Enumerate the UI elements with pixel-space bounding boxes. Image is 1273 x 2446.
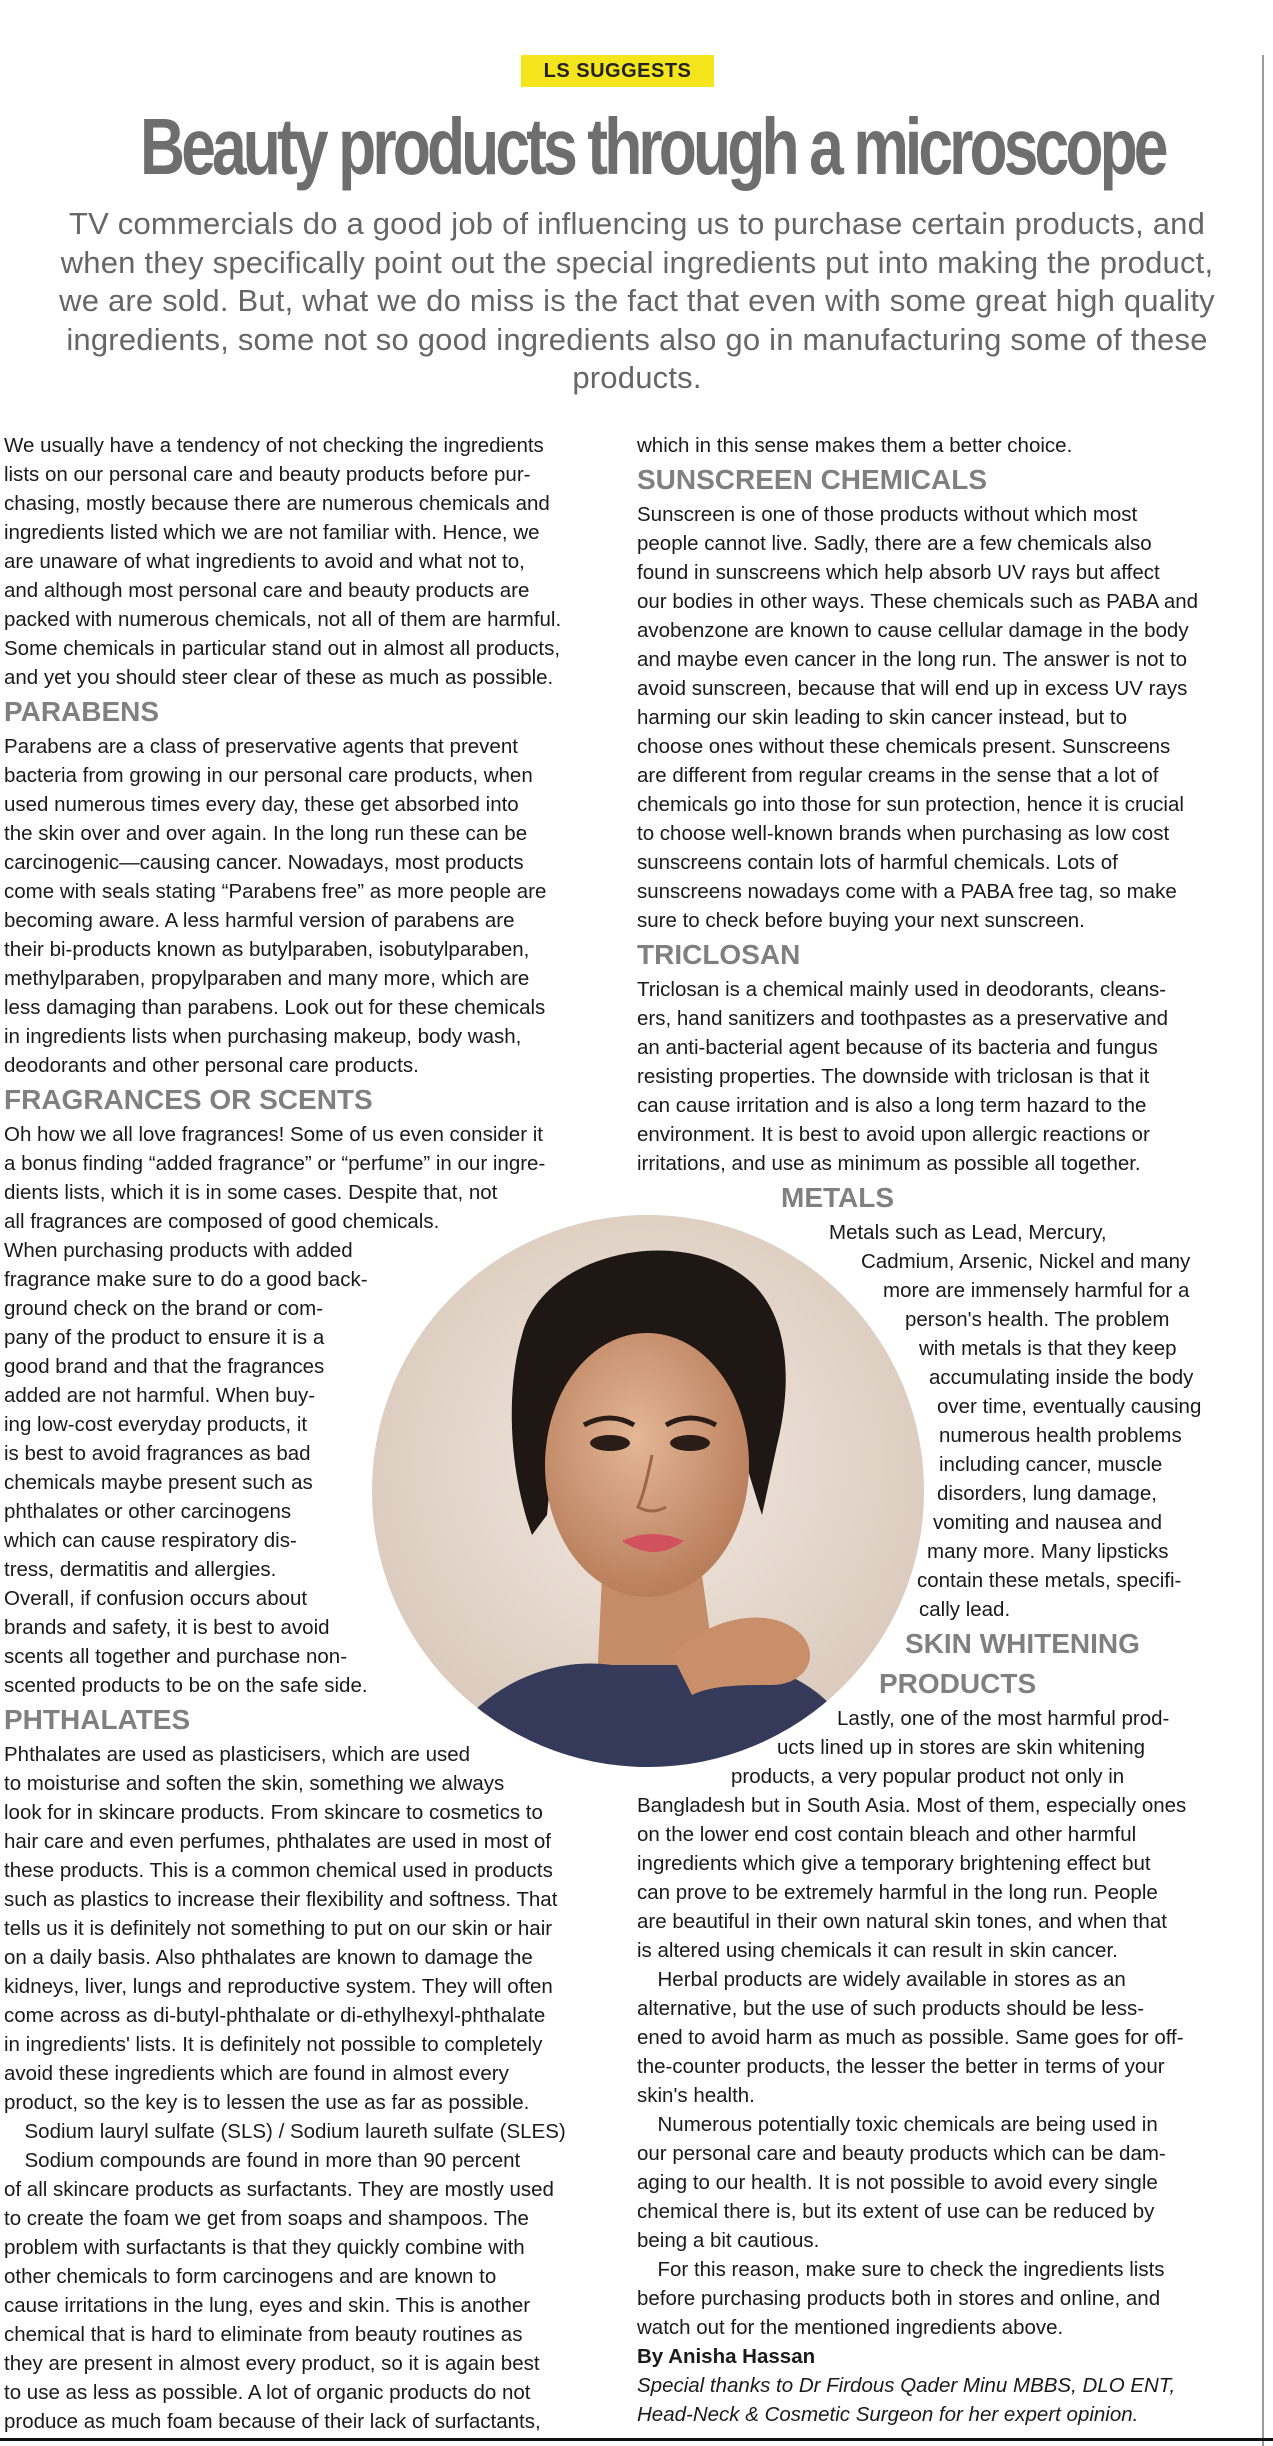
text-line: added are not harmful. When buy- [4, 1384, 316, 1407]
text-line: ing low-cost everyday products, it [4, 1413, 308, 1436]
text-line: products, a very popular product not only in [731, 1765, 1125, 1788]
text-line: product, so the key is to lessen the use as far as possible. [4, 2091, 530, 2114]
text-line: alternative, but the use of such products should be less- [637, 1997, 1145, 2020]
phthalates-heading: PHTHALATES [4, 1704, 191, 1735]
triclosan-heading: TRICLOSAN [637, 939, 801, 970]
text-line: in ingredients lists when purchasing makeup, body wash, [4, 1025, 522, 1048]
text-line: Oh how we all love fragrances! Some of us even consider it [4, 1123, 543, 1146]
text-line: environment. It is best to avoid upon allergic reactions or [637, 1123, 1150, 1146]
text-line: We usually have a tendency of not checking the ingredients [4, 434, 544, 457]
text-line: Sodium lauryl sulfate (SLS) / Sodium laureth sulfate (SLES) [4, 2120, 566, 2143]
text-line: problem with surfactants is that they quickly combine with [4, 2236, 525, 2259]
text-line: choose ones without these chemicals present. Sunscreens [637, 735, 1171, 758]
text-line: to moisturise and soften the skin, something we always [4, 1772, 505, 1795]
text-line: watch out for the mentioned ingredients above. [637, 2316, 1064, 2339]
text-line: lists on our personal care and beauty products before pur- [4, 463, 531, 486]
text-line: to create the foam we get from soaps and shampoos. The [4, 2207, 529, 2230]
text-line: people cannot live. Sadly, there are a few chemicals also [637, 532, 1152, 555]
text-line: Herbal products are widely available in stores as an [637, 1968, 1126, 1991]
byline: By Anisha Hassan [637, 2345, 816, 2368]
text-line: of all skincare products as surfactants. They are mostly used [4, 2178, 554, 2201]
text-line: cally lead. [919, 1598, 1011, 1621]
text-line: including cancer, muscle [939, 1453, 1163, 1476]
text-line: our personal care and beauty products which can be dam- [637, 2142, 1166, 2165]
text-line: fragrance make sure to do a good back- [4, 1268, 368, 1291]
text-line: resisting properties. The downside with triclosan is that it [637, 1065, 1150, 1088]
text-line: such as plastics to increase their flexibility and softness. That [4, 1888, 558, 1911]
text-line: avoid sunscreen, because that will end up in excess UV rays [637, 677, 1188, 700]
credit-line: Special thanks to Dr Firdous Qader Minu MBBS, DLO ENT, [637, 2374, 1176, 2397]
text-line: look for in skincare products. From skincare to cosmetics to [4, 1801, 543, 1824]
text-line: Phthalates are used as plasticisers, which are used [4, 1743, 471, 1766]
text-line: Metals such as Lead, Mercury, [829, 1221, 1107, 1244]
text-line: Some chemicals in particular stand out in almost all products, [4, 637, 561, 660]
page-bottom-rule [0, 2438, 1273, 2441]
text-line: an anti-bacterial agent because of its bacteria and fungus [637, 1036, 1158, 1059]
text-line: ground check on the brand or com- [4, 1297, 324, 1320]
text-line: these products. This is a common chemical used in products [4, 1859, 553, 1882]
text-line: used numerous times every day, these get absorbed into [4, 793, 519, 816]
text-line: sunscreens nowadays come with a PABA free tag, so make [637, 880, 1177, 903]
text-line: with metals is that they keep [919, 1337, 1177, 1360]
text-line: chemical there is, but its extent of use can be reduced by [637, 2200, 1155, 2223]
text-line: Numerous potentially toxic chemicals are being used in [637, 2113, 1158, 2136]
text-line: are unaware of what ingredients to avoid and what not to, [4, 550, 525, 573]
triclosan-paragraph [637, 975, 1237, 1178]
text-line: is best to avoid fragrances as bad [4, 1442, 311, 1465]
text-line: is altered using chemicals it can result in skin cancer. [637, 1939, 1118, 1962]
sunscreen-paragraph [637, 500, 1237, 935]
section-kicker: LS SUGGESTS [521, 55, 714, 87]
text-line: dients lists, which it is in some cases. Despite that, not [4, 1181, 498, 1204]
text-line: sure to check before buying your next sunscreen. [637, 909, 1085, 932]
text-line: come with seals stating “Parabens free” as more people are [4, 880, 547, 903]
text-line: before purchasing products both in stores and online, and [637, 2287, 1161, 2310]
text-line: can prove to be extremely harmful in the long run. People [637, 1881, 1158, 1904]
text-line: accumulating inside the body [929, 1366, 1194, 1389]
text-line: ers, hand sanitizers and toothpastes as a preservative and [637, 1007, 1169, 1030]
text-line: and although most personal care and beauty products are [4, 579, 530, 602]
credit-line: Head-Neck & Cosmetic Surgeon for her expert opinion. [637, 2403, 1139, 2426]
intro-paragraph [4, 431, 604, 692]
text-line: which can cause respiratory dis- [4, 1529, 297, 1552]
text-line: they are present in almost every product, so it is again best [4, 2352, 540, 2375]
text-line: being a bit cautious. [637, 2229, 820, 2252]
text-line: Sodium compounds are found in more than 90 percent [4, 2149, 521, 2172]
text-line: tells us it is definitely not something to put on our skin or hair [4, 1917, 553, 1940]
text-line: tress, dermatitis and allergies. [4, 1558, 277, 1581]
text-line: bacteria from growing in our personal care products, when [4, 764, 533, 787]
text-line: numerous health problems [939, 1424, 1182, 1447]
text-line: kidneys, liver, lungs and reproductive system. They will often [4, 1975, 553, 1998]
portrait-illustration [372, 1215, 924, 1767]
text-line: avoid these ingredients which are found in almost every [4, 2062, 509, 2085]
column-rule-right [1262, 55, 1264, 2446]
text-line: sunscreens contain lots of harmful chemicals. Lots of [637, 851, 1118, 874]
text-line: and yet you should steer clear of these as much as possible. [4, 666, 554, 689]
text-line: on the lower end cost contain bleach and other harmful [637, 1823, 1137, 1846]
metals-heading: METALS [781, 1182, 895, 1213]
text-line: produce as much foam because of their lack of surfactants, [4, 2410, 541, 2433]
text-line: less damaging than parabens. Look out for these chemicals [4, 996, 546, 1019]
text-line: Cadmium, Arsenic, Nickel and many [861, 1250, 1191, 1273]
text-line: brands and safety, it is best to avoid [4, 1616, 330, 1639]
whitening-heading-line1: SKIN WHITENING [905, 1628, 1140, 1659]
text-line: When purchasing products with added [4, 1239, 353, 1262]
text-line: come across as di-butyl-phthalate or di-ethylhexyl-phthalate [4, 2004, 546, 2027]
text-line: chasing, mostly because there are numerous chemicals and [4, 492, 550, 515]
text-line: packed with numerous chemicals, not all of them are harmful. [4, 608, 562, 631]
text-line: good brand and that the fragrances [4, 1355, 325, 1378]
text-line: scented products to be on the safe side. [4, 1674, 368, 1697]
text-line: Parabens are a class of preservative agents that prevent [4, 735, 518, 758]
text-line: a bonus finding “added fragrance” or “perfume” in our ingre- [4, 1152, 546, 1175]
text-line: to choose well-known brands when purchasing as low cost [637, 822, 1170, 845]
text-line: Lastly, one of the most harmful prod- [837, 1707, 1170, 1730]
text-line: on a daily basis. Also phthalates are known to damage the [4, 1946, 533, 1969]
text-line: contain these metals, specifi- [917, 1569, 1182, 1592]
parabens-heading: PARABENS [4, 696, 160, 727]
text-line: hair care and even perfumes, phthalates are used in most of [4, 1830, 551, 1853]
text-line: ened to avoid harm as much as possible. Same goes for off- [637, 2026, 1184, 2049]
text-line: For this reason, make sure to check the ingredients lists [637, 2258, 1165, 2281]
text-line: phthalates or other carcinogens [4, 1500, 292, 1523]
continued-line: which in this sense makes them a better choice. [637, 434, 1073, 457]
text-line: carcinogenic—causing cancer. Nowadays, most products [4, 851, 524, 874]
text-line: more are immensely harmful for a [883, 1279, 1190, 1302]
text-line: in ingredients' lists. It is definitely not possible to completely [4, 2033, 543, 2056]
text-line: over time, eventually causing [937, 1395, 1202, 1418]
text-line: found in sunscreens which help absorb UV rays but affect [637, 561, 1160, 584]
text-line: disorders, lung damage, [937, 1482, 1157, 1505]
whitening-paragraph [637, 1704, 1237, 2342]
text-line: Bangladesh but in South Asia. Most of them, especially ones [637, 1794, 1187, 1817]
text-line: chemical that is hard to eliminate from beauty routines as [4, 2323, 523, 2346]
model-portrait-photo [372, 1215, 924, 1767]
text-line: chemicals go into those for sun protection, hence it is crucial [637, 793, 1184, 816]
text-line: ucts lined up in stores are skin whitening [777, 1736, 1146, 1759]
text-line: the skin over and over again. In the long run these can be [4, 822, 528, 845]
text-line: cause irritations in the lung, eyes and skin. This is another [4, 2294, 531, 2317]
text-line: their bi-products known as butylparaben, isobutylparaben, [4, 938, 530, 961]
text-line: other chemicals to form carcinogens and are known to [4, 2265, 497, 2288]
text-line: methylparaben, propylparaben and many more, which are [4, 967, 530, 990]
text-line: and maybe even cancer in the long run. The answer is not to [637, 648, 1188, 671]
text-line: avobenzone are known to cause cellular damage in the body [637, 619, 1189, 642]
text-line: Triclosan is a chemical mainly used in deodorants, cleans- [637, 978, 1167, 1001]
text-line: becoming aware. A less harmful version of parabens are [4, 909, 515, 932]
text-line: irritations, and use as minimum as possible all together. [637, 1152, 1141, 1175]
text-line: person's health. The problem [905, 1308, 1170, 1331]
text-line: are beautiful in their own natural skin tones, and when that [637, 1910, 1167, 1933]
sunscreen-heading: SUNSCREEN CHEMICALS [637, 464, 988, 495]
text-line: deodorants and other personal care products. [4, 1054, 419, 1077]
text-line: ingredients listed which we are not familiar with. Hence, we [4, 521, 540, 544]
text-line: Sunscreen is one of those products without which most [637, 503, 1138, 526]
text-line: ingredients which give a temporary brightening effect but [637, 1852, 1151, 1875]
headline: Beauty products through a microscope [140, 102, 1165, 191]
text-line: can cause irritation and is also a long term hazard to the [637, 1094, 1147, 1117]
text-line: pany of the product to ensure it is a [4, 1326, 325, 1349]
text-line: all fragrances are composed of good chemicals. [4, 1210, 440, 1233]
text-line: skin's health. [637, 2084, 755, 2107]
parabens-paragraph [4, 732, 604, 1080]
text-line: our bodies in other ways. These chemicals such as PABA and [637, 590, 1199, 613]
whitening-heading-line2: PRODUCTS [879, 1668, 1037, 1699]
text-line: Overall, if confusion occurs about [4, 1587, 308, 1610]
text-line: are different from regular creams in the sense that a lot of [637, 764, 1159, 787]
text-line: many more. Many lipsticks [927, 1540, 1169, 1563]
text-line: scents all together and purchase non- [4, 1645, 348, 1668]
text-line: aging to our health. It is not possible to avoid every single [637, 2171, 1158, 2194]
deck-intro: TV commercials do a good job of influencing us to purchase certain products, and when they specifically point out the special ingredients put into making the product, we are sold. But, what we do miss is the fact that even with some great high quality ingredients, some not so good ingredients also go in manufacturing some of these products. [59, 206, 1215, 395]
fragrances-heading: FRAGRANCES OR SCENTS [4, 1084, 373, 1115]
text-line: to use as less as possible. A lot of organic products do not [4, 2381, 531, 2404]
text-line: chemicals maybe present such as [4, 1471, 313, 1494]
text-line: harming our skin leading to skin cancer instead, but to [637, 706, 1127, 729]
phthalates-paragraph [4, 1740, 604, 2436]
text-line: the-counter products, the lesser the better in terms of your [637, 2055, 1165, 2078]
text-line: vomiting and nausea and [933, 1511, 1163, 1534]
